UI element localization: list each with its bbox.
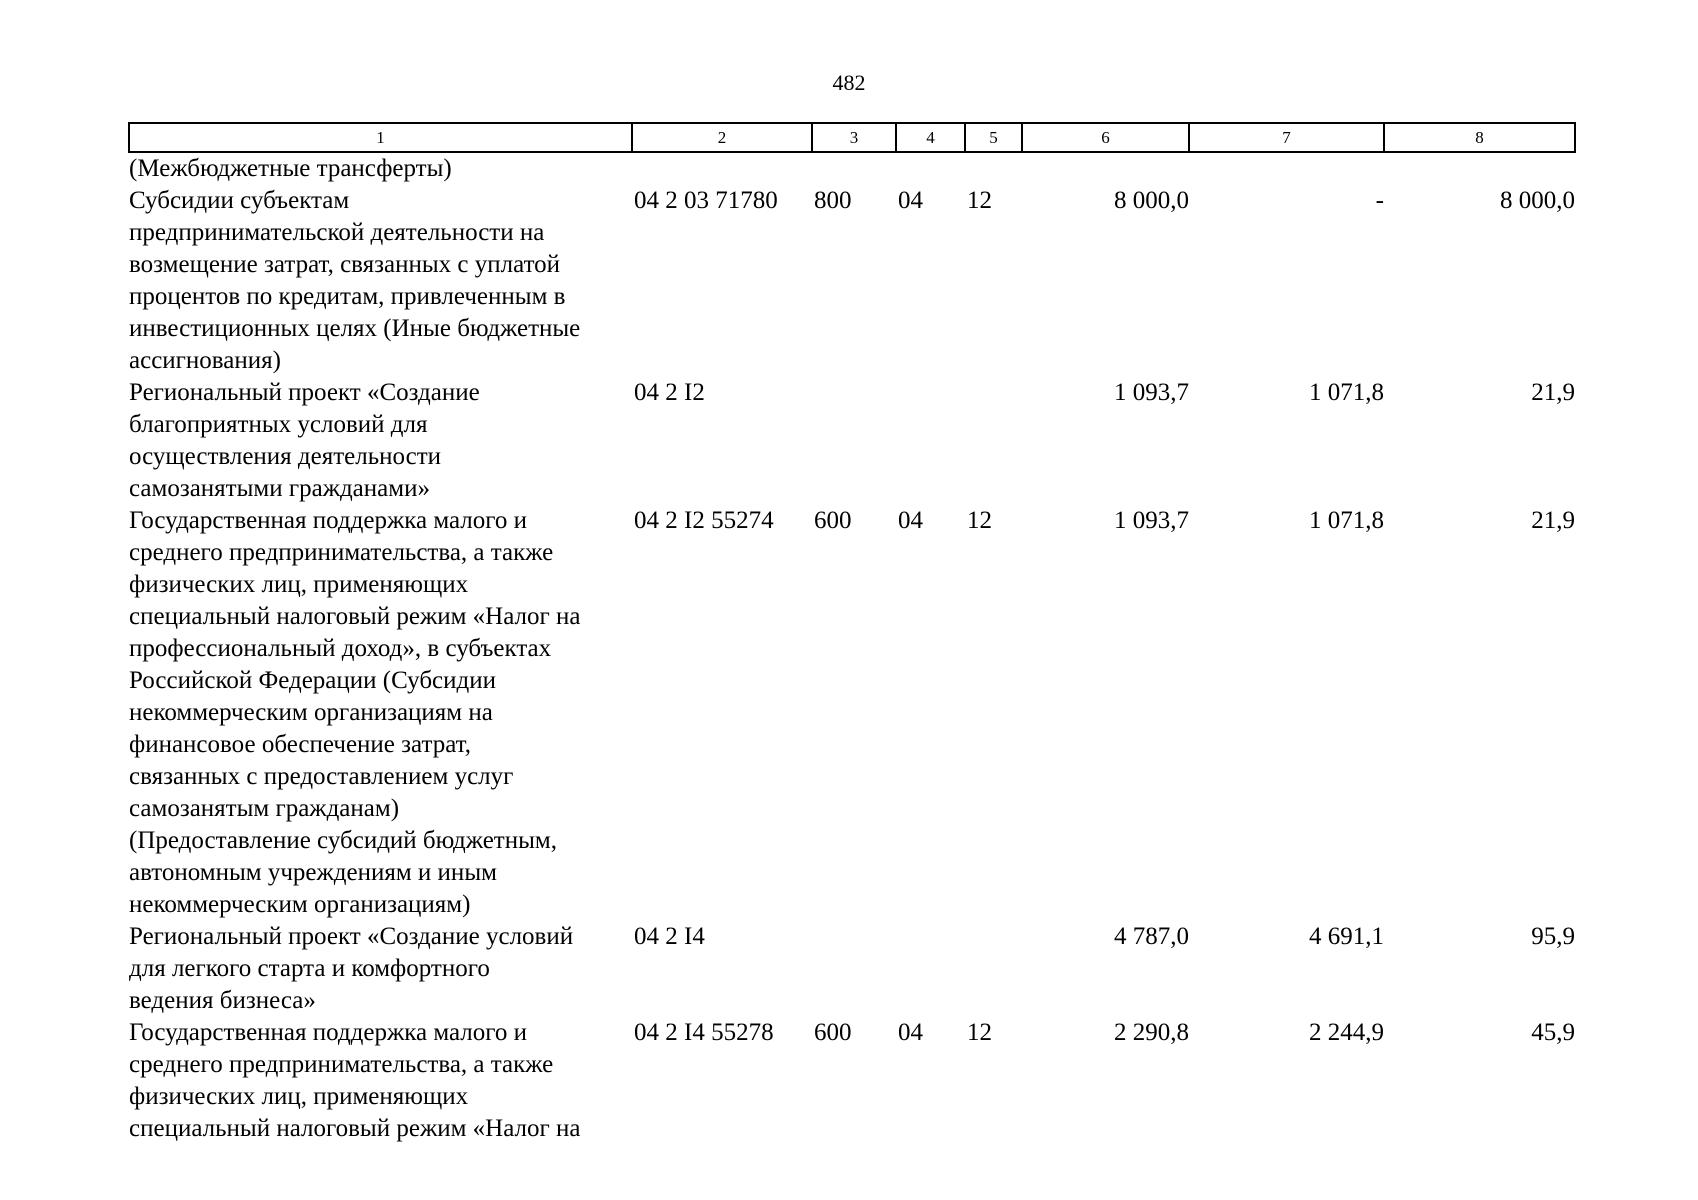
- row-name-line: самозанятыми гражданами»: [129, 475, 430, 502]
- row-code-cell: 04 2 I4 55278: [634, 1019, 774, 1046]
- row-code-cell: 04 2 I2: [634, 379, 705, 406]
- row-expense-type-cell: 600: [814, 507, 852, 534]
- row-expense-type-cell: [812, 921, 896, 1017]
- row-name-cell: [129, 185, 632, 377]
- row-federal-cell: 4 691,1: [1309, 923, 1384, 950]
- row-total-cell: [1022, 152, 1189, 185]
- row-name-line: (Межбюджетные трансферты): [129, 155, 452, 182]
- row-subsection-cell: 12: [967, 1019, 992, 1046]
- table-row: [129, 152, 1575, 185]
- header-col-5: 5: [965, 123, 1022, 152]
- row-subsection-cell: 12: [967, 507, 992, 534]
- row-total-cell: 2 290,8: [1114, 1019, 1189, 1046]
- table-row: [129, 505, 1575, 921]
- row-section-cell: 04: [898, 1019, 923, 1046]
- row-regional-cell: 8 000,0: [1500, 187, 1575, 214]
- row-name-line: некоммерческим организациям): [129, 891, 471, 918]
- row-code-cell: 04 2 I2 55274: [634, 507, 774, 534]
- row-code-cell: 04 2 I4: [634, 923, 705, 950]
- table-body: [129, 152, 1575, 1145]
- header-col-7: 7: [1189, 123, 1384, 152]
- row-name-line: предпринимательской деятельности на: [129, 219, 545, 246]
- row-name-line: финансовое обеспечение затрат,: [129, 731, 471, 758]
- row-name-line: некоммерческим организациям на: [129, 699, 493, 726]
- header-col-1: 1: [129, 123, 632, 152]
- row-name-line: Региональный проект «Создание: [129, 379, 480, 406]
- row-name-cell: [129, 1017, 632, 1145]
- page-number: 482: [832, 70, 866, 95]
- row-name-line: для легкого старта и комфортного: [129, 955, 490, 982]
- row-name-line: среднего предпринимательства, а также: [129, 539, 554, 566]
- row-expense-type-cell: [812, 152, 896, 185]
- row-name-line: физических лиц, применяющих: [129, 571, 469, 598]
- table-row: [129, 377, 1575, 505]
- table-row: [129, 185, 1575, 377]
- row-section-cell: [896, 377, 965, 505]
- row-regional-cell: 21,9: [1531, 379, 1575, 406]
- row-code-cell: [632, 152, 812, 185]
- row-name-line: ведения бизнеса»: [129, 987, 316, 1014]
- row-section-cell: 04: [898, 187, 923, 214]
- header-col-8: 8: [1384, 123, 1575, 152]
- row-name-line: связанных с предоставлением услуг: [129, 763, 514, 790]
- row-name-line: Государственная поддержка малого и: [129, 1019, 528, 1046]
- row-name-line: Государственная поддержка малого и: [129, 507, 528, 534]
- row-subsection-cell: [965, 921, 1022, 1017]
- row-section-cell: 04: [898, 507, 923, 534]
- row-expense-type-cell: 600: [814, 1019, 852, 1046]
- row-regional-cell: 95,9: [1531, 923, 1575, 950]
- row-name-line: специальный налоговый режим «Налог на: [129, 1115, 581, 1142]
- row-name-line: Региональный проект «Создание условий: [129, 923, 574, 950]
- row-regional-cell: [1384, 152, 1575, 185]
- row-name-line: профессиональный доход», в субъектах: [129, 635, 552, 662]
- row-expense-type-cell: 800: [814, 187, 852, 214]
- header-col-6: 6: [1022, 123, 1189, 152]
- header-col-4: 4: [896, 123, 965, 152]
- row-name-cell: [129, 505, 632, 921]
- header-col-3: 3: [812, 123, 896, 152]
- header-row: [129, 123, 1575, 152]
- table-row: [129, 1017, 1575, 1145]
- row-expense-type-cell: [812, 377, 896, 505]
- header-col-2: 2: [632, 123, 812, 152]
- row-federal-cell: 1 071,8: [1309, 507, 1384, 534]
- row-name-line: благоприятных условий для: [129, 411, 428, 438]
- budget-table: [128, 122, 1576, 1145]
- row-name-line: Российской Федерации (Субсидии: [129, 667, 496, 694]
- row-section-cell: [896, 152, 965, 185]
- row-name-line: физических лиц, применяющих: [129, 1083, 469, 1110]
- row-section-cell: [896, 921, 965, 1017]
- row-name-line: инвестиционных целях (Иные бюджетные: [129, 315, 581, 342]
- row-name-cell: [129, 152, 632, 185]
- row-federal-cell: [1189, 152, 1384, 185]
- row-federal-cell: -: [1375, 187, 1384, 214]
- table-row: [129, 921, 1575, 1017]
- row-regional-cell: 21,9: [1531, 507, 1575, 534]
- row-name-cell: [129, 921, 632, 1017]
- row-name-line: специальный налоговый режим «Налог на: [129, 603, 581, 630]
- row-name-line: (Предоставление субсидий бюджетным,: [129, 827, 557, 854]
- row-federal-cell: 2 244,9: [1309, 1019, 1384, 1046]
- row-federal-cell: 1 071,8: [1309, 379, 1384, 406]
- row-total-cell: 1 093,7: [1114, 507, 1189, 534]
- row-name-line: Субсидии субъектам: [129, 187, 350, 214]
- row-name-line: самозанятым гражданам): [129, 795, 400, 822]
- row-subsection-cell: [965, 152, 1022, 185]
- row-name-line: автономным учреждениям и иным: [129, 859, 497, 886]
- row-total-cell: 1 093,7: [1114, 379, 1189, 406]
- row-name-line: возмещение затрат, связанных с уплатой: [129, 251, 561, 278]
- row-name-line: ассигнования): [129, 347, 281, 374]
- row-subsection-cell: 12: [967, 187, 992, 214]
- row-name-cell: [129, 377, 632, 505]
- row-regional-cell: 45,9: [1531, 1019, 1575, 1046]
- row-total-cell: 8 000,0: [1114, 187, 1189, 214]
- row-name-line: процентов по кредитам, привлеченным в: [129, 283, 566, 310]
- row-code-cell: 04 2 03 71780: [634, 187, 778, 214]
- table-header: [129, 123, 1575, 152]
- row-total-cell: 4 787,0: [1114, 923, 1189, 950]
- row-name-line: среднего предпринимательства, а также: [129, 1051, 554, 1078]
- row-name-line: осуществления деятельности: [129, 443, 442, 470]
- row-subsection-cell: [965, 377, 1022, 505]
